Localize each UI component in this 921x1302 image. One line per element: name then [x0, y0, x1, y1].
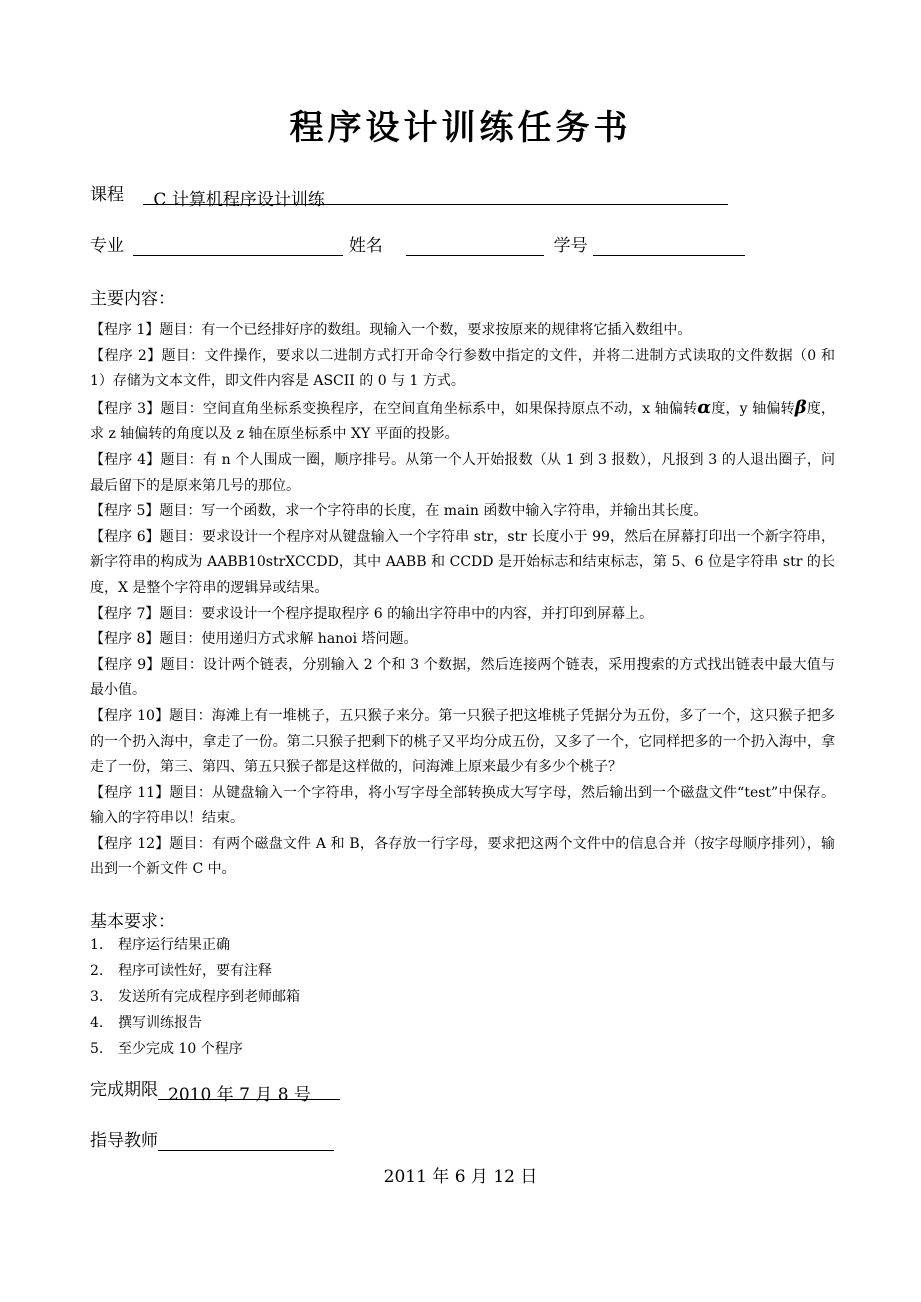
program-item-12: 【程序 12】题目：有两个磁盘文件 A 和 B，各存放一行字母，要求把这两个文件中的信息合并（按字母顺序排列），输出到一个新文件 C 中。 — [90, 835, 835, 878]
advisor-row — [90, 1126, 334, 1151]
requirement-number: 2. — [90, 963, 104, 979]
program-item-8: 【程序 8】题目：使用递归方式求解 hanoi 塔问题。 — [90, 631, 418, 648]
advisor-signature-field — [158, 1131, 334, 1151]
program-list — [90, 318, 835, 883]
requirement-item — [90, 958, 300, 984]
program-item-9: 【程序 9】题目：设计两个链表，分别输入 2 个和 3 个数据，然后连接两个链表，采用搜索的方式找出链表中最大值与最小值。 — [90, 656, 835, 699]
major-field — [133, 236, 343, 256]
requirements-heading: 基本要求： — [90, 912, 175, 932]
deadline-row — [90, 1075, 340, 1105]
course-value: C 计算机程序设计训练 — [143, 185, 728, 205]
advisor-label: 指导教师 — [90, 1131, 158, 1151]
program-item-3-part1: 【程序 3】题目：空间直角坐标系变换程序，在空间直角坐标系中，如果保持原点不动，x 轴偏转 — [90, 400, 698, 417]
document-title: 程序设计训练任务书 — [289, 108, 632, 148]
requirement-text: 程序可读性好，要有注释 — [118, 963, 272, 979]
sign-date: 2011 年 6 月 12 日 — [383, 1167, 538, 1187]
requirements-list — [90, 932, 300, 1062]
program-item-4: 【程序 4】题目：有 n 个人围成一圈，顺序排号。从第一个人开始报数（从 1 到 3 报数），凡报到 3 的人退出圈子，问最后留下的是原来第几号的那位。 — [90, 451, 835, 494]
requirement-item — [90, 932, 300, 958]
requirement-number: 5. — [90, 1041, 104, 1057]
program-item-2: 【程序 2】题目：文件操作，要求以二进制方式打开命令行参数中指定的文件，并将二进制方式读取的文件数据（0 和 1）存储为文本文件，即文件内容是 ASCII 的 0 与 1 方式。 — [90, 347, 835, 390]
deadline-value: 2010 年 7 月 8 号 — [158, 1080, 340, 1100]
requirement-number: 3. — [90, 989, 104, 1005]
requirement-item — [90, 984, 300, 1010]
requirement-item — [90, 1036, 300, 1062]
program-item-5: 【程序 5】题目：写一个函数，求一个字符串的长度，在 main 函数中输入字符串，并输出其长度。 — [90, 503, 708, 520]
deadline-label: 完成期限 — [90, 1080, 158, 1100]
program-item-3-part3: 度，求 z 轴偏转的角度以及 z 轴在原坐标系中 XY 平面的投影。 — [90, 400, 836, 443]
requirement-text: 至少完成 10 个程序 — [118, 1041, 243, 1057]
requirement-text: 撰写训练报告 — [118, 1015, 202, 1031]
program-item-7: 【程序 7】题目：要求设计一个程序提取程序 6 的输出字符串中的内容，并打印到屏幕上。 — [90, 605, 654, 622]
name-field — [406, 236, 544, 256]
id-field — [593, 236, 745, 256]
beta-symbol: β — [794, 396, 807, 418]
program-item-6: 【程序 6】题目：要求设计一个程序对从键盘输入一个字符串 str，str 长度小于 99，然后在屏幕打印出一个新字符串，新字符串的构成为 AABB10strXCCDD，其中 AABB 和 CCDD 是开始标志和结束标志，第 5、6 位是字符串 str 的长度，X 是整个字符串的逻辑异或结果。 — [90, 528, 835, 596]
requirement-number: 1. — [90, 937, 104, 953]
program-item-3-part2: 度，y 轴偏转 — [711, 400, 795, 417]
program-item-1: 【程序 1】题目：有一个已经排好序的数组。现输入一个数，要求按原来的规律将它插入数组中。 — [90, 322, 692, 338]
program-item-10: 【程序 10】题目：海滩上有一堆桃子，五只猴子来分。第一只猴子把这堆桃子凭据分为五份，多了一个，这只猴子把多的一个扔入海中，拿走了一份。第二只猴子把剩下的桃子又平均分成五份，又多了一个，它同样把多的一个扔入海中，拿走了一份，第三、第四、第五只猴子都是这样做的，问海滩上原来最少有多少个桃子？ — [90, 707, 835, 776]
id-label: 学号 — [553, 236, 588, 256]
course-row — [90, 180, 728, 210]
main-content-heading: 主要内容： — [90, 289, 175, 309]
requirement-text: 发送所有完成程序到老师邮箱 — [118, 989, 300, 1005]
requirement-item — [90, 1010, 300, 1036]
requirement-number: 4. — [90, 1015, 104, 1031]
info-row — [90, 231, 745, 256]
name-label: 姓名 — [348, 236, 383, 256]
program-item-3 — [90, 395, 835, 448]
requirement-text: 程序运行结果正确 — [118, 937, 230, 953]
course-label: 课程 — [90, 185, 124, 205]
alpha-symbol: α — [697, 396, 712, 418]
major-label: 专业 — [90, 236, 124, 256]
program-item-11: 【程序 11】题目：从键盘输入一个字符串，将小写字母全部转换成大写字母，然后输出到一个磁盘文件“test”中保存。输入的字符串以！结束。 — [90, 784, 835, 827]
